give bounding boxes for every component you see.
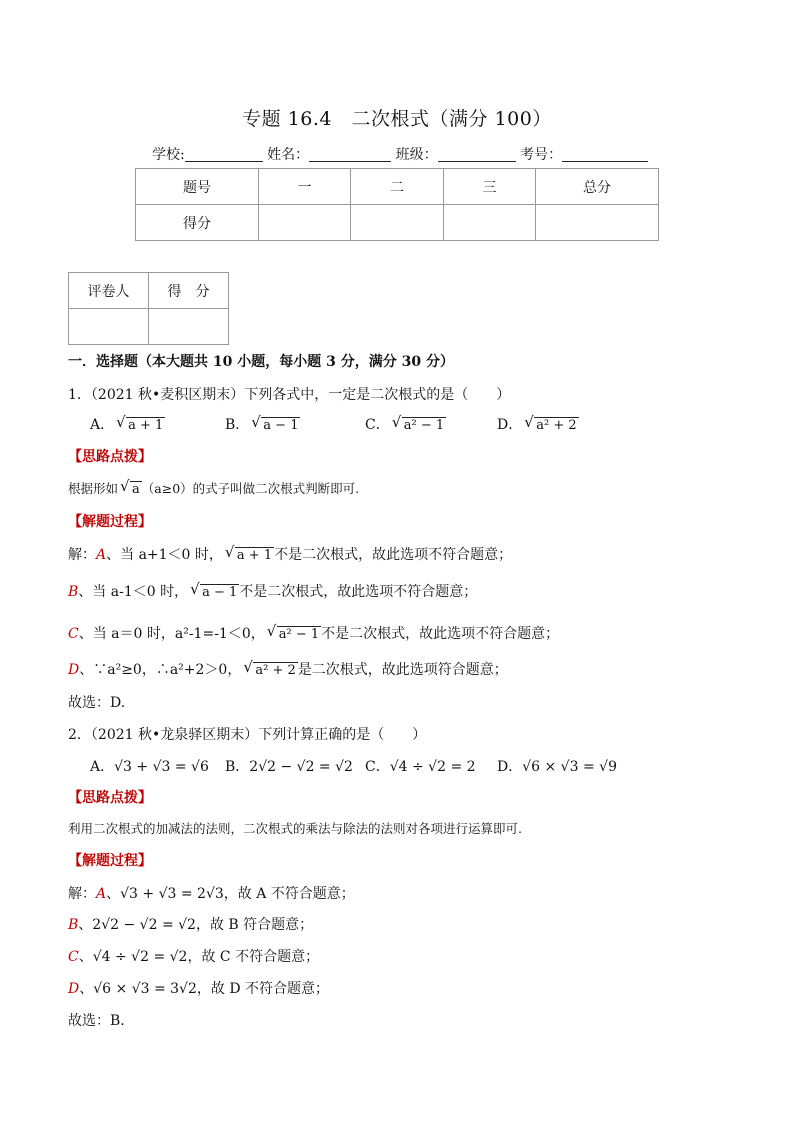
radical: √ a² − 1	[391, 413, 445, 433]
q1-option-b: B． √ a − 1	[225, 413, 299, 433]
exam-no-label: 考号：	[520, 147, 563, 163]
solution-line: C、当 a＝0 时，a²-1=-1＜0， √ a² − 1 不是二次根式，故此选项不符合题意；	[68, 622, 560, 642]
radical: √ a	[120, 477, 140, 497]
hint-text: 根据形如 √ a （a≥0）的式子叫做二次根式判断即可.	[68, 477, 360, 497]
radical: √ a + 1	[224, 543, 273, 563]
table-row	[69, 309, 229, 345]
table-cell[interactable]	[351, 205, 444, 241]
solution-line: B、当 a-1＜0 时， √ a − 1 不是二次根式，故此选项不符合题意；	[68, 580, 478, 600]
name-blank	[309, 147, 391, 162]
question-2-stem: 2．（2021 秋•龙泉驿区期末）下列计算正确的是（ ）	[68, 727, 427, 743]
radical: √ a − 1	[251, 413, 299, 433]
table-cell[interactable]	[69, 309, 149, 345]
q1-option-a: A． √ a + 1	[90, 413, 164, 433]
table-cell: 得 分	[149, 273, 229, 309]
q1-option-d: D． √ a² + 2	[497, 413, 577, 433]
table-cell[interactable]	[259, 205, 351, 241]
school-label: 学校:	[152, 147, 185, 163]
student-info-line	[152, 144, 648, 164]
table-cell: 三	[444, 169, 536, 205]
section-heading: 一．选择题（本大题共 10 小题，每小题 3 分，满分 30 分）	[68, 354, 454, 370]
table-cell[interactable]	[444, 205, 536, 241]
q2-option-a: A．√3 + √3 = √6	[90, 759, 209, 775]
name-label: 姓名：	[267, 147, 310, 163]
solution-line: 解：A、√3 + √3 = 2√3，故 A 不符合题意；	[68, 886, 355, 902]
solution-line: B、2√2 − √2 = √2，故 B 符合题意；	[68, 917, 314, 933]
hint-heading: 【思路点拨】	[68, 790, 152, 806]
hint-text: 利用二次根式的加减法的法则，二次根式的乘法与除法的法则对各项进行运算即可.	[68, 821, 522, 836]
solution-answer: 故选：D.	[68, 695, 126, 711]
radical: √ a + 1	[116, 413, 164, 433]
radical: √ a² + 2	[524, 413, 577, 433]
class-blank	[438, 147, 516, 162]
radical: √ a² + 2	[243, 658, 296, 678]
grader-table	[68, 272, 229, 345]
table-cell: 二	[351, 169, 444, 205]
table-row	[69, 273, 229, 309]
table-cell: 题号	[136, 169, 259, 205]
q2-option-c: C．√4 ÷ √2 = 2	[365, 759, 476, 775]
score-table	[135, 168, 659, 241]
solution-heading: 【解题过程】	[68, 514, 152, 530]
exam-no-blank	[562, 147, 648, 162]
table-cell: 得分	[136, 205, 259, 241]
solution-heading: 【解题过程】	[68, 853, 152, 869]
question-1-stem: 1．（2021 秋•麦积区期末）下列各式中，一定是二次根式的是（ ）	[68, 387, 511, 403]
table-cell: 一	[259, 169, 351, 205]
table-row	[136, 205, 659, 241]
solution-answer: 故选：B.	[68, 1013, 125, 1029]
table-cell[interactable]	[149, 309, 229, 345]
page-title: 专题 16.4 二次根式（满分 100）	[242, 108, 552, 130]
school-blank	[185, 147, 263, 162]
solution-line: C、√4 ÷ √2 = √2，故 C 不符合题意；	[68, 949, 320, 965]
table-cell[interactable]	[536, 205, 659, 241]
table-cell: 总分	[536, 169, 659, 205]
solution-line: D、∵a²≥0，∴a²+2＞0， √ a² + 2 是二次根式，故此选项符合题意；	[68, 658, 508, 678]
hint-heading: 【思路点拨】	[68, 449, 152, 465]
q2-option-d: D．√6 × √3 = √9	[497, 759, 617, 775]
table-row	[136, 169, 659, 205]
radical: √ a² − 1	[266, 622, 320, 642]
solution-line: 解：A、当 a+1＜0 时， √ a + 1 不是二次根式，故此选项不符合题意；	[68, 543, 513, 563]
q1-option-c: C． √ a² − 1	[365, 413, 445, 433]
table-cell: 评卷人	[69, 273, 149, 309]
q2-option-b: B．2√2 − √2 = √2	[225, 759, 353, 775]
radical: √ a − 1	[190, 580, 238, 600]
class-label: 班级：	[395, 147, 438, 163]
solution-line: D、√6 × √3 = 3√2，故 D 不符合题意；	[68, 981, 330, 997]
